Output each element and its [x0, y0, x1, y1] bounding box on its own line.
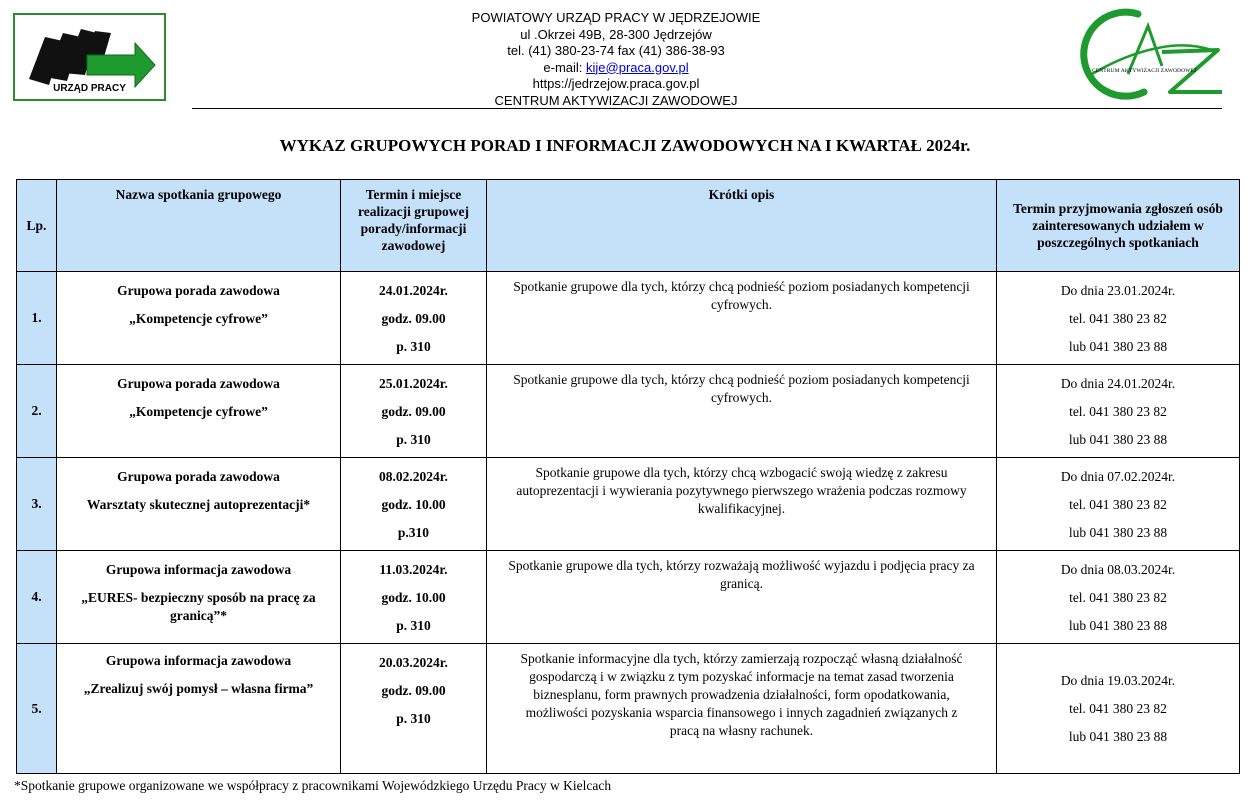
footnote: *Spotkanie grupowe organizowane we współpracy z pracownikami Wojewódzkiego Urzędu Pracy w Kielcach	[14, 778, 612, 793]
table-row	[17, 551, 1240, 644]
office-phone: tel. (41) 380-23-74 fax (41) 386-38-93	[507, 43, 725, 58]
signup-deadline: Do dnia 23.01.2024r.	[1060, 283, 1176, 298]
signup-phone-alt: lub 041 380 23 88	[1068, 432, 1168, 447]
email-label: e-mail:	[543, 59, 587, 75]
description-cell	[487, 644, 997, 774]
meeting-type: Grupowa porada zawodowa	[117, 469, 280, 484]
meeting-date: 11.03.2024r.	[379, 562, 448, 577]
center-name: CENTRUM AKTYWIZACJI ZAWODOWEJ	[494, 92, 738, 108]
office-address: ul .Okrzei 49B, 28-300 Jędrzejów	[520, 26, 712, 42]
meeting-description: Spotkanie grupowe dla tych, którzy chcą podnieść poziom posiadanych kompetencji cyfrowych.	[513, 279, 970, 312]
signup-phone-alt: lub 041 380 23 88	[1068, 728, 1168, 744]
row-number: 3.	[17, 458, 57, 551]
meeting-type: Grupowa porada zawodowa	[117, 283, 280, 298]
urzad-pracy-logo-icon	[23, 19, 163, 89]
row-number: 2.	[17, 365, 57, 458]
term-cell	[341, 365, 487, 458]
meeting-type: Grupowa informacja zawodowa	[105, 653, 292, 668]
column-header-name: Nazwa spotkania grupowego	[57, 180, 341, 272]
meeting-name-cell	[57, 551, 341, 644]
term-cell	[341, 644, 487, 774]
meeting-description: Spotkanie informacyjne dla tych, którzy zamierzają rozpocząć własną działalność gospodarczą i w związku z tym pozyskać informacje na temat zasad tworzenia biznesplanu, form prawnych prowadzenia działalności, form opodatkowania, możliwości pozyskania wsparcia finansowego i innych zagadnień związanych z pracą na własny rachunek.	[520, 651, 963, 738]
signup-phone: tel. 041 380 23 82	[1069, 404, 1167, 419]
meeting-name-cell	[57, 365, 341, 458]
meeting-time: godz. 09.00	[381, 404, 446, 419]
document-title: WYKAZ GRUPOWYCH PORAD I INFORMACJI ZAWODOWYCH NA I KWARTAŁ 2024r.	[279, 136, 971, 155]
meeting-description: Spotkanie grupowe dla tych, którzy chcą podnieść poziom posiadanych kompetencji cyfrowych.	[513, 372, 970, 405]
email-link[interactable]: kije@praca.gov.pl	[586, 59, 689, 75]
meeting-name-cell	[57, 458, 341, 551]
meeting-name: „EURES- bezpieczny sposób na pracę za granicą”*	[81, 590, 316, 623]
table-header-row	[17, 180, 1240, 272]
schedule-table	[16, 179, 1240, 774]
office-header	[390, 10, 842, 109]
meeting-time: godz. 09.00	[381, 311, 446, 326]
office-name: POWIATOWY URZĄD PRACY W JĘDRZEJOWIE	[471, 10, 761, 25]
meeting-date: 08.02.2024r.	[379, 469, 448, 484]
term-cell	[341, 551, 487, 644]
meeting-date: 24.01.2024r.	[379, 283, 448, 298]
table-row	[17, 365, 1240, 458]
meeting-room: p. 310	[396, 711, 431, 726]
signup-deadline: Do dnia 07.02.2024r.	[1060, 469, 1176, 484]
office-email-line	[390, 60, 842, 77]
meeting-time: godz. 09.00	[381, 683, 446, 698]
description-cell	[487, 551, 997, 644]
term-cell	[341, 458, 487, 551]
meeting-type: Grupowa informacja zawodowa	[105, 562, 292, 577]
signup-phone-alt: lub 041 380 23 88	[1068, 339, 1168, 354]
header-divider	[192, 108, 1222, 109]
meeting-description: Spotkanie grupowe dla tych, którzy rozważają możliwość wyjazdu i podjęcia pracy za granicą.	[508, 558, 975, 591]
meeting-name: Warsztaty skutecznej autoprezentacji*	[86, 497, 311, 512]
column-header-lp: Lp.	[17, 180, 57, 272]
meeting-description: Spotkanie grupowe dla tych, którzy chcą wzbogacić swoją wiedzę z zakresu autoprezentacji i wywierania pozytywnego pierwszego wrażenia podczas rozmowy kwalifikacyjnej.	[516, 465, 967, 516]
deadline-cell	[997, 365, 1240, 458]
deadline-cell	[997, 644, 1240, 774]
meeting-date: 25.01.2024r.	[379, 376, 448, 391]
meeting-room: p. 310	[396, 618, 431, 633]
deadline-cell	[997, 272, 1240, 365]
signup-phone-alt: lub 041 380 23 88	[1068, 525, 1168, 540]
caz-logo-icon	[1066, 8, 1226, 100]
description-cell	[487, 272, 997, 365]
signup-deadline: Do dnia 19.03.2024r.	[1060, 672, 1176, 688]
deadline-cell	[997, 551, 1240, 644]
meeting-name: „Kompetencje cyfrowe”	[129, 311, 268, 326]
description-cell	[487, 365, 997, 458]
meeting-type: Grupowa porada zawodowa	[117, 376, 280, 391]
meeting-date: 20.03.2024r.	[379, 655, 448, 670]
signup-phone: tel. 041 380 23 82	[1069, 590, 1167, 605]
meeting-name: „Kompetencje cyfrowe”	[129, 404, 268, 419]
urzad-pracy-logo	[13, 13, 166, 101]
column-header-deadline: Termin przyjmowania zgłoszeń osób zainteresowanych udziałem w poszczególnych spotkaniach	[997, 180, 1240, 272]
row-number: 1.	[17, 272, 57, 365]
term-cell	[341, 272, 487, 365]
row-number: 5.	[17, 644, 57, 774]
meeting-room: p.310	[397, 525, 430, 540]
signup-deadline: Do dnia 24.01.2024r.	[1060, 376, 1176, 391]
column-header-term: Termin i miejsce realizacji grupowej porady/informacji zawodowej	[341, 180, 487, 272]
table-row	[17, 644, 1240, 774]
meeting-room: p. 310	[396, 432, 431, 447]
table-row	[17, 458, 1240, 551]
signup-phone-alt: lub 041 380 23 88	[1068, 618, 1168, 633]
signup-deadline: Do dnia 08.03.2024r.	[1060, 562, 1176, 577]
signup-phone: tel. 041 380 23 82	[1069, 311, 1167, 326]
meeting-time: godz. 10.00	[381, 497, 446, 512]
logo-text: URZĄD PRACY	[53, 83, 126, 94]
meeting-name: „Zrealizuj swój pomysł – własna firma”	[83, 681, 314, 696]
meeting-name-cell	[57, 644, 341, 774]
description-cell	[487, 458, 997, 551]
meeting-name-cell	[57, 272, 341, 365]
caz-logo-text: CENTRUM AKTYWIZACJI ZAWODOWEJ	[1092, 68, 1197, 74]
meeting-room: p. 310	[396, 339, 431, 354]
meeting-time: godz. 10.00	[381, 590, 446, 605]
column-header-desc: Krótki opis	[487, 180, 997, 272]
caz-logo	[1066, 8, 1226, 100]
signup-phone: tel. 041 380 23 82	[1069, 497, 1167, 512]
office-website: https://jedrzejow.praca.gov.pl	[532, 76, 700, 91]
deadline-cell	[997, 458, 1240, 551]
table-row	[17, 272, 1240, 365]
row-number: 4.	[17, 551, 57, 644]
signup-phone: tel. 041 380 23 82	[1069, 700, 1167, 716]
